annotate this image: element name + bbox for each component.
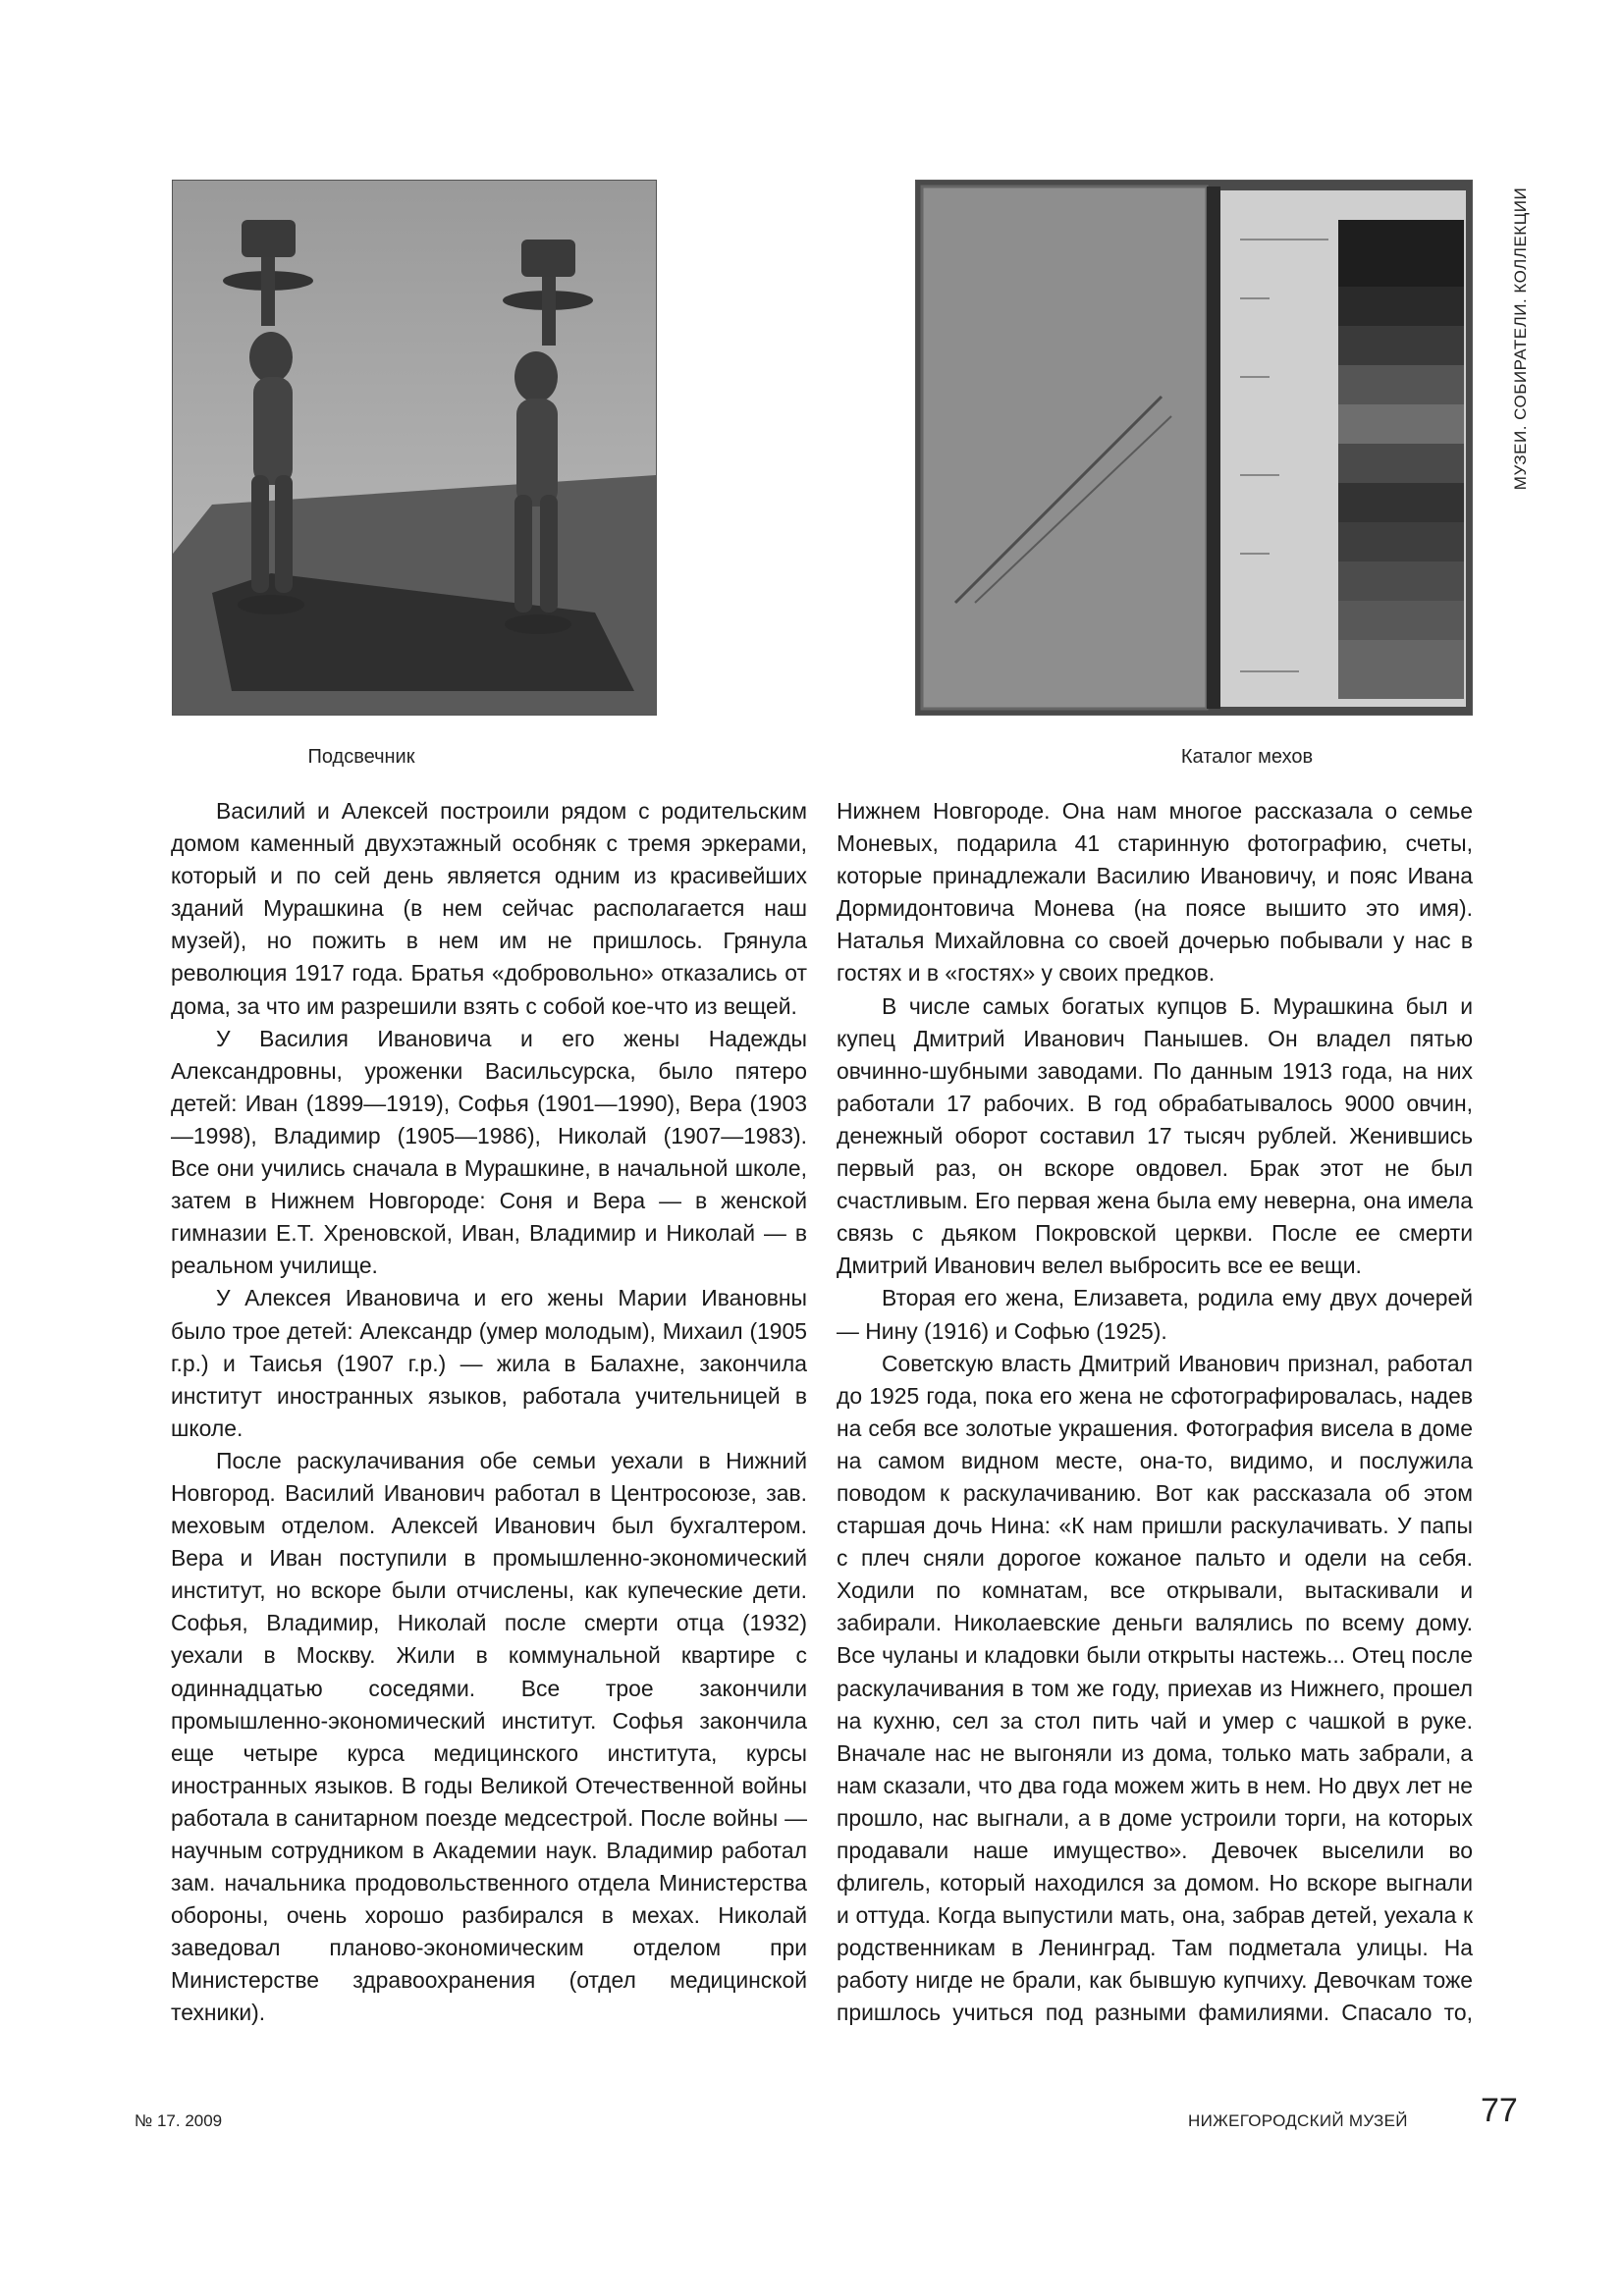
paragraph: В числе самых богатых купцов Б. Мурашкина был и купец Дмитрий Иванович Панышев. Он владел пятью овчинно-шубными заводами. По данным 1913 года, на них работали 17 рабочих. В год обрабатывалось 9000 овчин, денежный оборот составил 17 тысяч рублей. Женившись первый раз, он вскоре овдовел. Брак этот не был счастливым. Его первая жена была ему неверна, она имела связь с дьяком Покровской церкви. После ее смерти Дмитрий Иванович велел выбросить все ее вещи. (837, 992, 1473, 1279)
right-text-column (837, 795, 1473, 2032)
candlestick-photo (172, 180, 657, 716)
candlestick-caption: Подсвечник (307, 746, 415, 768)
left-text-column (171, 795, 807, 2032)
paragraph: Василий и Алексей построили рядом с родительским домом каменный двухэтажный особняк с тремя эркерами, который и по сей день является одним из красивейших зданий Мурашкина (в нем сейчас располагается наш музей), но пожить в нем им не пришлось. Грянула революция 1917 года. Братья «добровольно» отказались от дома, за что им разрешили взять с собой кое-что из вещей. (171, 798, 807, 1019)
paragraph: После раскулачивания обе семьи уехали в Нижний Новгород. Василий Иванович работал в Центросоюзе, зав. меховым отделом. Алексей Иванович был бухгалтером. Вера и Иван поступили в промышленно-экономический институт, но вскоре были отчислены, как купеческие дети. Софья, Владимир, Николай после смерти отца (1932) уехали в Москву. Жили в коммунальной квартире с одиннадцатью соседями. Все трое закончили промышленно-экономический институт. Софья закончила еще четыре курса медицинского института, курсы иностранных языков. В годы Великой Отечественной войны работала в санитарном поезде медсестрой. После войны — научным сотрудником в Академии наук. Владимир работал зам. начальника продовольственного отдела Министерства обороны, очень хорошо разбирался в мехах. Николай заведовал планово-экономическим отделом при Министерстве здравоохранения (отдел медицинской техники). (171, 1447, 807, 2026)
magazine-title: НИЖЕГОРОДСКИЙ МУЗЕЙ (1188, 2111, 1408, 2130)
paragraph: Вторая его жена, Елизавета, родила ему двух дочерей — Нину (1916) и Софью (1925). (837, 1285, 1473, 1344)
section-side-label-text: МУЗЕИ. СОБИРАТЕЛИ. КОЛЛЕКЦИИ (1511, 187, 1530, 491)
page-number: 77 (1481, 2092, 1518, 2129)
candlestick-image (173, 181, 656, 715)
paragraph (171, 2030, 807, 2032)
issue-number: № 17. 2009 (135, 2111, 223, 2130)
paragraph: У Алексея Ивановича и его жены Марии Ивановны было трое детей: Александр (умер молодым), Михаил (1905 г.р.) и Таисья (1907 г.р.) — жила в Балахне, закончила институт иностранных языков, работала учительницей в школе. (171, 1285, 807, 1441)
fur-catalog-image (916, 181, 1472, 715)
section-side-label (1500, 177, 1542, 501)
paragraph: Советскую власть Дмитрий Иванович признал, работал до 1925 года, пока его жена не сфотографировалась, надев на себя все золотые украшения. Фотография висела в доме на самом видном месте, она-то, видимо, и послужила поводом к раскулачиванию. Вот как рассказала об этом старшая дочь Нина: «К нам пришли раскулачивать. У папы с плеч сняли дорогое кожаное пальто и одели на себя. Ходили по комнатам, все открывали, вытаскивали и забирали. Николаевские деньги валялись по всему дому. Все чуланы и кладовки были открыты настежь... Отец после раскулачивания в том же году, приехав из Нижнего, прошел на кухню, сел за стол пить чай и умер с чашкой в руке. Вначале нас не выгоняли из дома, только мать забрали, а нам сказали, что два года можем жить в нем. Но двух лет не прошло, нас выгнали, а в доме устроили торги, на которых продавали наше имущество». Девочек выселили во флигель, который находился за домом. Но вскоре выгнали и оттуда. Когда выпустили мать, она, забрав детей, уехала к родственникам в Ленинград. Там подметала улицы. На работу нигде не брали, как бывшую купчиху. Девочкам тоже пришлось учиться под разными фамилиями. Спасало то, (837, 1350, 1473, 2026)
paragraph: Нижнем Новгороде. Она нам многое рассказала о семье Моневых, подарила 41 старинную фотографию, счеты, которые принадлежали Василию Ивановичу, и пояс Ивана Дормидонтовича Монева (на поясе вышито это имя). Наталья Михайловна со своей дочерью побывали у нас в гостях и в «гостях» у своих предков. (837, 798, 1473, 987)
fur-catalog-photo (915, 180, 1473, 716)
paragraph: У Василия Ивановича и его жены Надежды Александровны, уроженки Васильсурска, было пятеро детей: Иван (1899—1919), Софья (1901—1990), Вера (1903—1998), Владимир (1905—1986), Николай (1907—1983). Все они учились сначала в Мурашкине, в начальной школе, затем в Нижнем Новгороде: Соня и Вера — в женской гимназии Е.Т. Хреновской, Иван, Владимир и Николай — в реальном училище. (171, 1025, 807, 1279)
fur-catalog-caption: Каталог мехов (1180, 746, 1314, 768)
